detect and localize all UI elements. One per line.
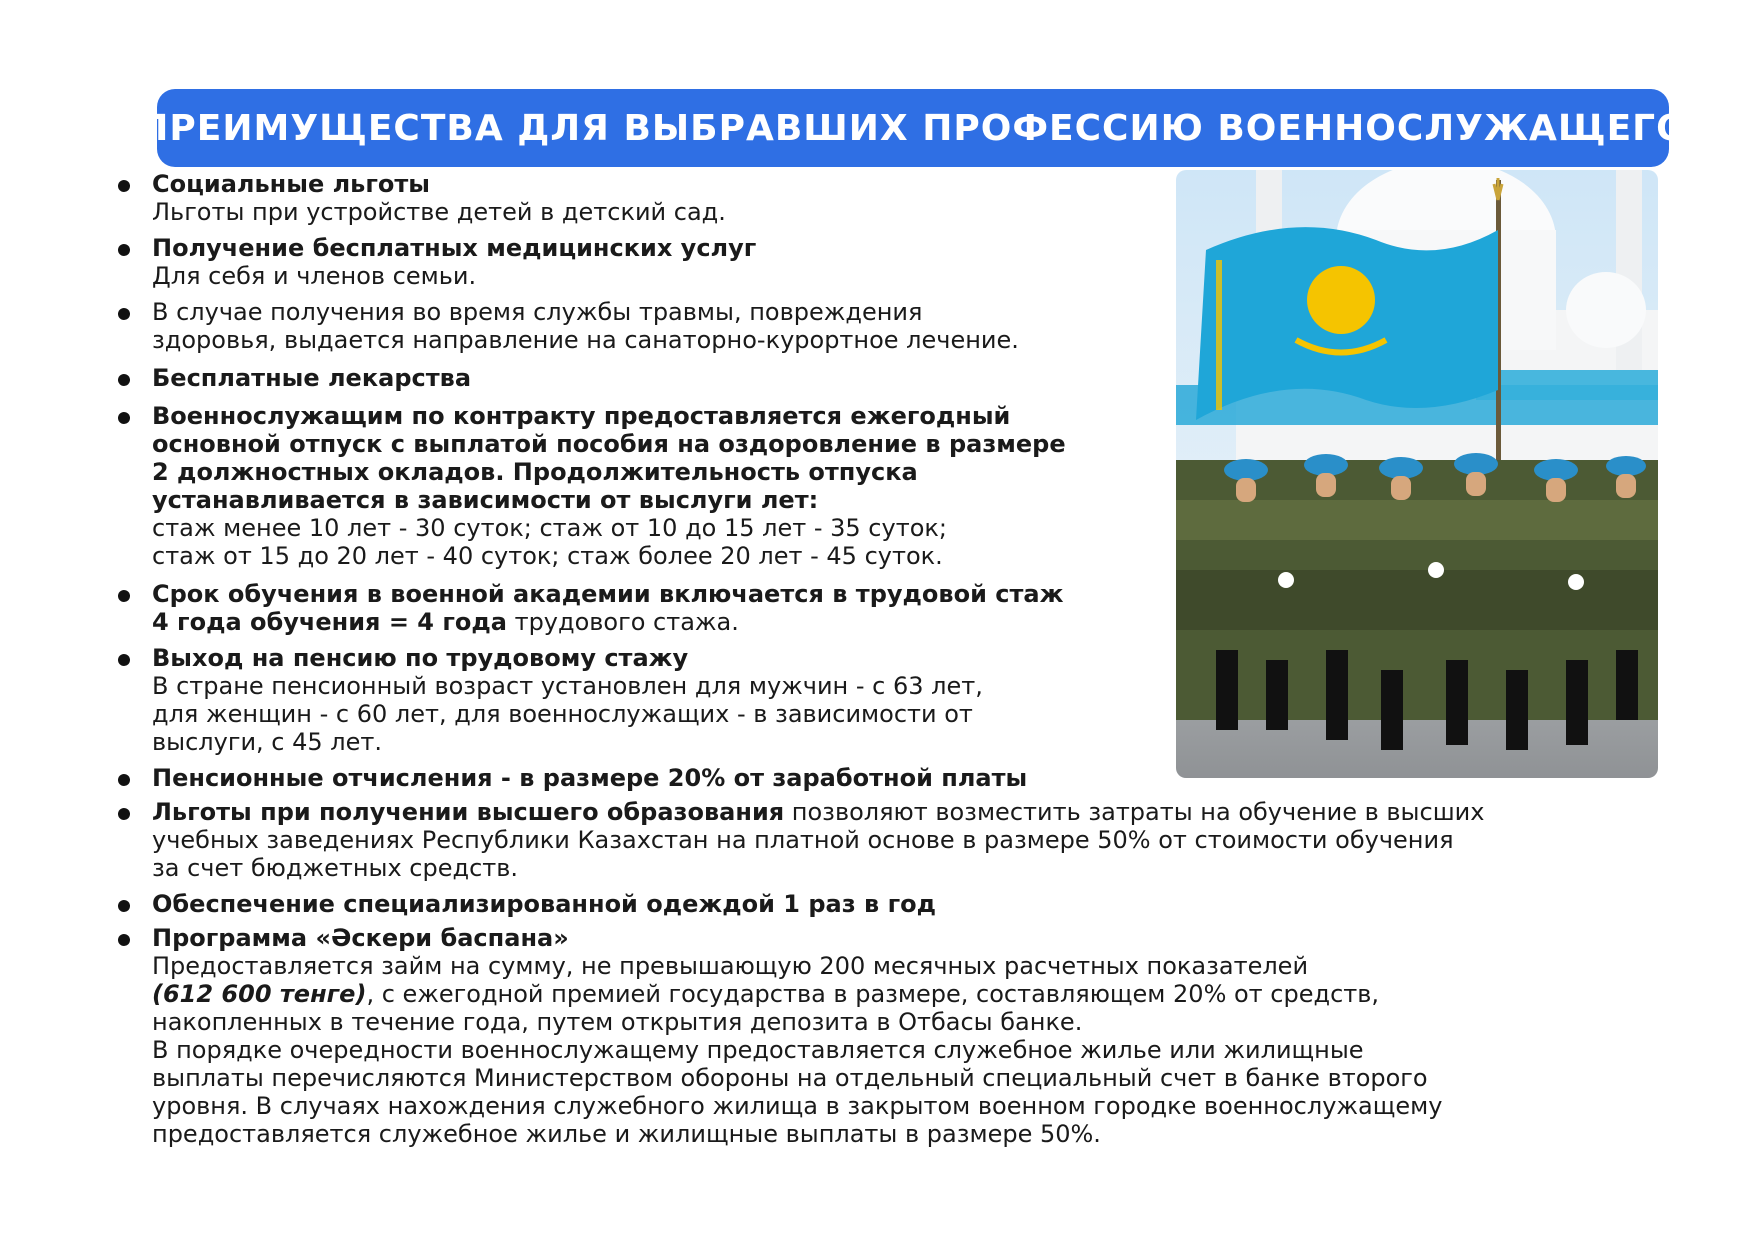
list-item-housing [110, 924, 1670, 1148]
title-banner [138, 89, 1688, 167]
page-title: ПРЕИМУЩЕСТВА ДЛЯ ВЫБРАВШИХ ПРОФЕССИЮ ВОЕННОСЛУЖАЩЕГО [138, 107, 1688, 149]
item-text: 2 должностных окладов. Продолжительность отпуска [152, 458, 918, 486]
item-text: выслуги, с 45 лет. [152, 728, 383, 756]
item-text: В порядке очередности военнослужащему предоставляется служебное жилье или жилищные [152, 1036, 1364, 1064]
list-item-sanatorium [110, 298, 1670, 354]
item-title: Льготы при получении высшего образования [152, 798, 785, 826]
list-item-pension [110, 644, 1670, 756]
item-title: Бесплатные лекарства [152, 364, 472, 392]
item-text: стаж от 15 до 20 лет - 40 суток; стаж более 20 лет - 45 суток. [152, 542, 943, 570]
item-text: Для себя и членов семьи. [152, 262, 477, 290]
item-text: 4 года обучения = 4 года [152, 608, 507, 636]
item-text: стаж менее 10 лет - 30 суток; стаж от 10 до 15 лет - 35 суток; [152, 514, 947, 542]
item-text: устанавливается в зависимости от выслуги лет: [152, 486, 819, 514]
item-title: Выход на пенсию по трудовому стажу [152, 644, 689, 672]
item-title: Пенсионные отчисления - в размере 20% от заработной платы [152, 764, 1028, 792]
item-text: Предоставляется займ на сумму, не превышающую 200 месячных расчетных показателей [152, 952, 1309, 980]
list-item-vacation [110, 402, 1670, 570]
list-item-social [110, 170, 1670, 226]
list-item-medicine [110, 364, 1670, 392]
item-text: В стране пенсионный возраст установлен для мужчин - с 63 лет, [152, 672, 983, 700]
item-text: для женщин - с 60 лет, для военнослужащих - в зависимости от [152, 700, 973, 728]
item-text: Льготы при устройстве детей в детский сад. [152, 198, 726, 226]
item-text: уровня. В случаях нахождения служебного жилища в закрытом военном городке военнослужащему [152, 1092, 1443, 1120]
list-item-contributions [110, 764, 1670, 792]
item-text: здоровья, выдается направление на санаторно-курортное лечение. [152, 326, 1019, 354]
item-text: учебных заведениях Республики Казахстан на платной основе в размере 50% от стоимости обучения [152, 826, 1454, 854]
item-title: Программа «Әскери баспана» [152, 924, 569, 952]
item-text: В случае получения во время службы травмы, повреждения [152, 298, 923, 326]
item-text: (612 600 тенге) [152, 980, 367, 1008]
item-text: трудового стажа. [506, 608, 739, 636]
item-text: предоставляется служебное жилье и жилищные выплаты в размере 50%. [152, 1120, 1101, 1148]
list-item-medical [110, 234, 1670, 290]
item-title: Получение бесплатных медицинских услуг [152, 234, 757, 262]
list-item-academy [110, 580, 1670, 636]
list-item-clothing [110, 890, 1670, 918]
item-text: выплаты перечисляются Министерством обороны на отдельный специальный счет в банке второго [152, 1064, 1428, 1092]
item-text: за счет бюджетных средств. [152, 854, 519, 882]
item-title: Срок обучения в военной академии включается в трудовой стаж [152, 580, 1064, 608]
item-text: , с ежегодной премией государства в размере, составляющем 20% от средств, [366, 980, 1380, 1008]
item-text: позволяют возместить затраты на обучение в высших [784, 798, 1485, 826]
item-text: основной отпуск с выплатой пособия на оздоровление в размере [152, 430, 1066, 458]
item-text: Военнослужащим по контракту предоставляется ежегодный [152, 402, 1011, 430]
item-text: накопленных в течение года, путем открытия депозита в Отбасы банке. [152, 1008, 1083, 1036]
list-item-education [110, 798, 1670, 882]
item-title: Социальные льготы [152, 170, 430, 198]
benefits-list [110, 170, 1670, 1148]
item-title: Обеспечение специализированной одеждой 1 раз в год [152, 890, 936, 918]
